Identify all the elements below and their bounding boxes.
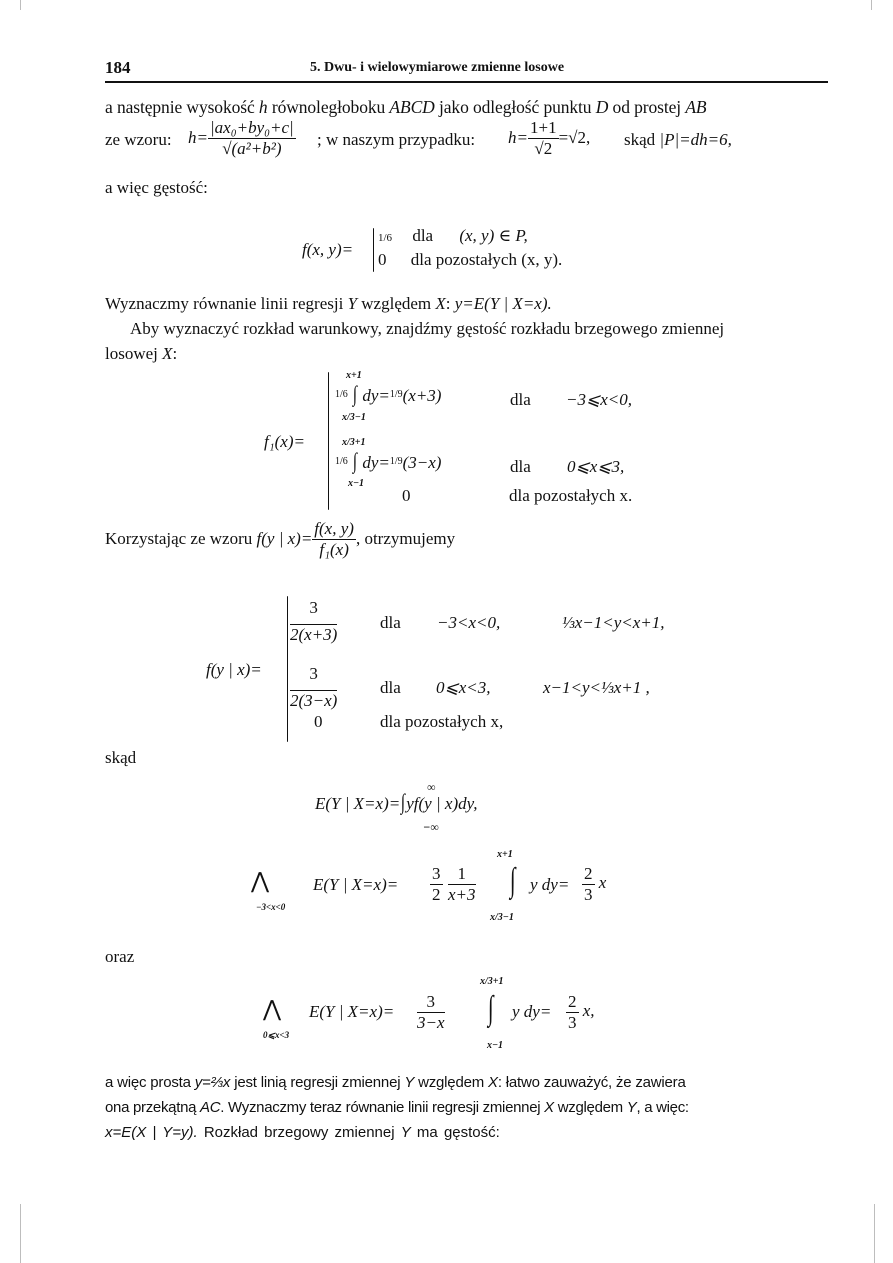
formula-regression-x: x=E(X | Y=y).: [105, 1124, 198, 1141]
conditional-row3-cond: dla pozostałych x,: [380, 712, 504, 731]
formula-rhs: =√2,: [558, 128, 591, 148]
conditional-row1-range: ⅓x−1<y<x+1,: [562, 613, 665, 632]
para1-line3: a więc gęstość:: [105, 178, 208, 197]
brace: [328, 372, 329, 510]
integral-upper: x+1: [346, 370, 362, 381]
fraction: [290, 664, 337, 710]
var-y: Y: [400, 1124, 411, 1141]
exp-case1-body: y dy=: [530, 875, 570, 894]
quantifier-subscript: −3<x<0: [256, 902, 286, 912]
text: względem: [414, 1074, 488, 1091]
text: jako odległość punktu: [434, 97, 596, 117]
exp-case1-lhs: E(Y | X=x)=: [313, 875, 399, 894]
scan-edge-bottom-left: [20, 1204, 21, 1263]
numerator: 2: [584, 864, 593, 883]
fraction: [312, 519, 356, 559]
exp-case2-coef: [417, 992, 445, 1032]
exp-case1-coef1: [430, 864, 443, 904]
numerator: 3: [290, 598, 337, 625]
density-lhs: f(x, y)=: [302, 240, 354, 259]
scan-edge-top-left: [20, 0, 21, 10]
integral-upper: x/3+1: [342, 437, 366, 448]
formula-h: [188, 118, 296, 158]
text-oraz: oraz: [105, 947, 135, 966]
para3: [105, 519, 455, 559]
para1-line1: [105, 97, 707, 117]
marginal-row1-cond: −3⩽x<0,: [566, 390, 632, 409]
integral-upper: x/3+1: [480, 976, 504, 987]
conditional-row2-cond: 0⩽x<3,: [436, 678, 491, 697]
exp-case2-result: [566, 992, 595, 1032]
text: ma gęstość:: [410, 1124, 500, 1141]
para2-line3: [105, 344, 177, 364]
var-x: X: [488, 1074, 498, 1091]
numerator: 3: [432, 864, 441, 883]
result: (3−x): [402, 453, 442, 472]
integral-upper: x+1: [497, 849, 513, 860]
para1-line2-label: ze wzoru:: [105, 130, 172, 149]
text: od prostej: [608, 97, 686, 117]
denominator: 3: [584, 884, 593, 904]
denominator: 3: [568, 1012, 577, 1032]
text: skąd: [624, 130, 660, 149]
integrand: yf(y | x)dy,: [406, 794, 478, 813]
text: a więc prosta: [105, 1074, 195, 1091]
exp-case1-result: [582, 864, 606, 904]
formula-regression-line: y=⅔x: [194, 1074, 231, 1091]
integral-lower: x/3−1: [490, 912, 514, 923]
coefficient: 1/6: [335, 456, 348, 467]
para2-line2: Aby wyznaczyć rozkład warunkowy, znajdźmy gęstość rozkładu brzegowego zmiennej: [130, 319, 725, 338]
denominator: x+3: [448, 884, 476, 904]
text-skad: skąd: [105, 748, 137, 767]
coefficient: 1/9: [389, 456, 403, 467]
integral-icon: ∫: [401, 789, 406, 814]
marginal-row2: [335, 448, 442, 473]
text: . Wyznaczmy teraz równanie linii regresji zmiennej: [220, 1099, 545, 1116]
fraction: [290, 598, 337, 644]
integrand: dy=: [362, 453, 390, 472]
var-y: Y: [404, 1074, 415, 1091]
text: równoległoboku: [267, 97, 390, 117]
para4-line1: [105, 1074, 686, 1091]
text: Korzystając ze wzoru: [105, 529, 257, 549]
conditional-row2-frac: [290, 664, 337, 710]
denominator: 2: [432, 884, 441, 904]
formula-lhs: h=: [188, 128, 208, 148]
numerator: f(x, y): [314, 519, 354, 538]
header-rule: [105, 81, 828, 83]
formula-lhs: E(Y | X=x)=: [315, 794, 401, 813]
conditional-row1-cond: −3<x<0,: [437, 613, 501, 632]
integral-icon: ∫: [352, 381, 358, 406]
text: , a więc:: [636, 1099, 689, 1116]
integral-lower: −∞: [423, 820, 439, 834]
exp-case1-coef2: [448, 864, 476, 904]
marginal-lhs: f₁(x)=: [264, 432, 305, 451]
and-quantifier-icon: ⋀: [263, 996, 282, 1021]
numerator: 3: [290, 664, 337, 691]
density-case2: [378, 250, 562, 270]
expectation-formula: [315, 789, 478, 814]
denominator: √(a²+b²): [222, 138, 282, 158]
scan-edge-bottom-right: [874, 1204, 875, 1263]
numerator: |ax₀+by₀+c|: [209, 118, 294, 137]
denominator: f₁(x): [319, 539, 349, 559]
text: względem: [357, 294, 436, 313]
denominator: √2: [534, 138, 553, 158]
var-h: h: [258, 97, 268, 117]
condition: dla pozostałych (x, y).: [410, 250, 563, 269]
value: 0: [378, 250, 387, 269]
scan-edge-top-right: [871, 0, 872, 10]
fraction: [208, 118, 296, 158]
integral-upper: ∞: [427, 780, 436, 794]
var-abcd: ABCD: [389, 97, 435, 117]
coefficient: 1/6: [335, 389, 348, 400]
text: :: [172, 344, 178, 363]
exp-case2-body: y dy=: [512, 1002, 552, 1021]
integrand: dy=: [362, 386, 390, 405]
text: Wyznaczmy równanie linii regresji: [105, 294, 348, 313]
fraction: [566, 992, 579, 1032]
numerator: 1+1: [529, 118, 557, 137]
marginal-row1: [335, 381, 442, 406]
marginal-row1-dla: dla: [510, 390, 531, 409]
condition: (x, y) ∈ P,: [459, 226, 528, 245]
variable: x,: [582, 1000, 595, 1020]
fraction: [528, 118, 559, 158]
marginal-row3-value: 0: [402, 486, 411, 505]
quantifier-subscript: 0⩽x<3: [263, 1030, 290, 1040]
var-x: X: [162, 344, 173, 363]
var-ac: AC: [200, 1099, 221, 1116]
integral-lower: x/3−1: [342, 412, 366, 423]
conditional-row1-frac: [290, 598, 337, 644]
denominator: 3−x: [417, 1012, 445, 1032]
formula-area: |P|=dh=6,: [659, 130, 732, 149]
variable: x: [598, 872, 607, 892]
fraction: [582, 864, 595, 904]
conditional-row1-dla: dla: [380, 613, 401, 632]
denominator: 2(x+3): [290, 624, 338, 644]
conditional-row2-range: x−1<y<⅓x+1 ,: [543, 678, 650, 697]
text: losowej: [105, 344, 163, 363]
exp-case2-lhs: E(Y | X=x)=: [309, 1002, 395, 1021]
formula-lhs: f(y | x)=: [256, 529, 313, 549]
text: , otrzymujemy: [355, 529, 456, 549]
para1-line2-mid: ; w naszym przypadku:: [317, 130, 476, 149]
marginal-row2-cond: 0⩽x⩽3,: [567, 457, 625, 476]
var-d: D: [595, 97, 609, 117]
integral-lower: x−1: [487, 1040, 504, 1051]
para4-line2: [105, 1099, 689, 1116]
brace: [287, 596, 288, 742]
para1-line2-end: [624, 130, 732, 150]
text: a następnie wysokość: [105, 97, 259, 117]
denominator: 2(3−x): [290, 690, 338, 710]
numerator: 3: [417, 992, 445, 1013]
running-title: 5. Dwu- i wielowymiarowe zmienne losowe: [310, 60, 565, 75]
para2-line1: [105, 294, 552, 314]
text: dla: [412, 226, 434, 245]
var-y: Y: [626, 1099, 637, 1116]
formula-lhs: h=: [508, 128, 528, 148]
page-number: 184: [105, 58, 131, 77]
integral-lower: x−1: [348, 478, 365, 489]
var-x: X: [544, 1099, 554, 1116]
integral-icon: ∫: [509, 862, 516, 899]
fraction: [417, 992, 445, 1032]
text: jest linią regresji zmiennej: [230, 1074, 405, 1091]
numerator: 2: [568, 992, 577, 1011]
fraction: [448, 864, 476, 904]
fraction: [430, 864, 443, 904]
and-quantifier-icon: ⋀: [251, 868, 270, 893]
text: względem: [553, 1099, 627, 1116]
var-y: Y: [347, 294, 358, 313]
conditional-row2-dla: dla: [380, 678, 401, 697]
para4-line3: [105, 1124, 500, 1141]
coefficient: 1/9: [389, 389, 403, 400]
density-case1: [378, 226, 528, 248]
formula-regression: y=E(Y | X=x).: [454, 294, 552, 313]
text: ona przekątną: [105, 1099, 201, 1116]
result: (x+3): [402, 386, 442, 405]
formula-h-case: [508, 118, 590, 158]
brace: [373, 228, 374, 272]
var-ab: AB: [685, 97, 707, 117]
conditional-row3-value: 0: [314, 712, 323, 731]
numerator: 1: [448, 864, 476, 885]
conditional-lhs: f(y | x)=: [206, 660, 262, 679]
integral-icon: ∫: [352, 448, 358, 473]
text: : łatwo zauważyć, że zawiera: [497, 1074, 686, 1091]
integral-icon: ∫: [487, 990, 494, 1027]
text: Rozkład brzegowy zmiennej: [197, 1124, 401, 1141]
marginal-row2-dla: dla: [510, 457, 531, 476]
var-x: X: [435, 294, 446, 313]
value: 1/6: [378, 232, 393, 244]
marginal-row3-cond: dla pozostałych x.: [509, 486, 633, 505]
text: :: [445, 294, 455, 313]
